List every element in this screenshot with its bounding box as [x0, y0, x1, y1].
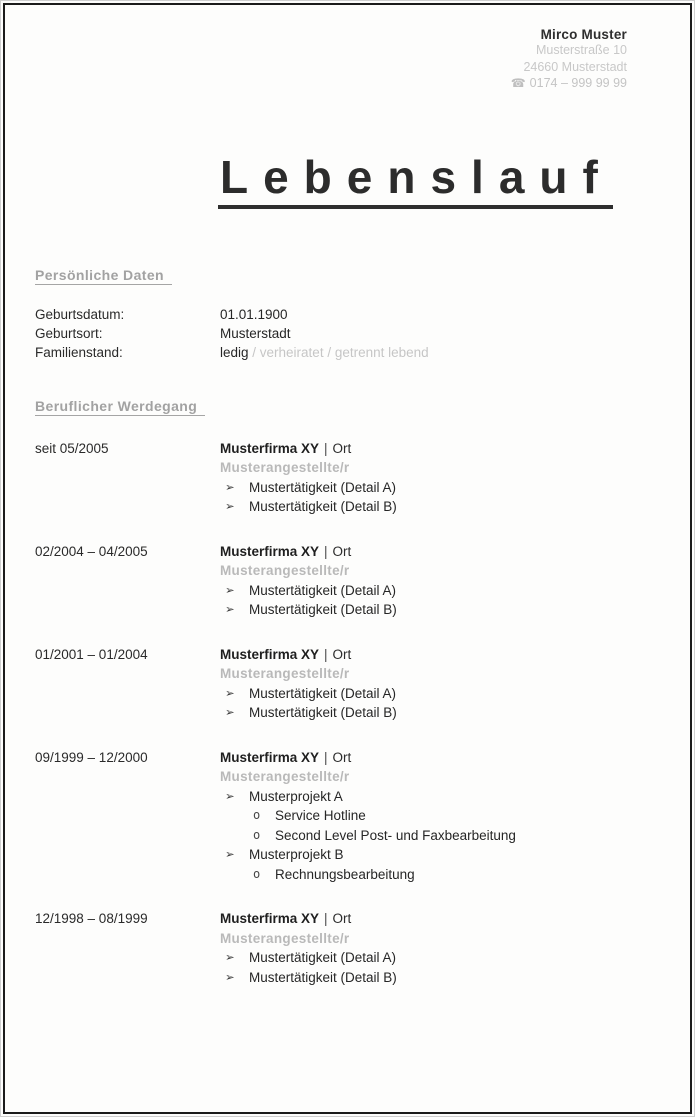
arrow-bullet-icon: ➢	[225, 847, 235, 861]
row-value	[220, 324, 627, 343]
personal-row	[35, 324, 627, 343]
entry-body	[220, 748, 627, 885]
arrow-bullet-icon: ➢	[225, 479, 235, 494]
personal-row	[35, 305, 627, 324]
sub-bullet-item	[251, 826, 627, 846]
entry-body	[220, 909, 627, 987]
bullet-text: Mustertätigkeit (Detail A)	[249, 582, 397, 598]
row-value-options: / verheiratet / getrennt lebend	[248, 344, 429, 360]
arrow-bullet-icon: ➢	[225, 969, 235, 984]
entry-company-line	[220, 909, 627, 929]
bullet-item	[220, 581, 627, 601]
row-value-primary: 01.01.1900	[220, 306, 288, 322]
row-value-primary: ledig	[220, 344, 249, 360]
company-location-separator: |	[324, 543, 328, 559]
sub-bullet-text: Service Hotline	[275, 808, 366, 823]
bullet-item	[220, 845, 627, 865]
circle-bullet-icon: o	[253, 808, 261, 822]
company-location-separator: |	[324, 440, 328, 456]
entry-location: Ort	[332, 646, 352, 662]
contact-name: Mirco Muster	[540, 27, 627, 42]
row-value	[220, 305, 627, 324]
entry-location: Ort	[332, 749, 352, 765]
row-label: Familienstand:	[35, 344, 123, 360]
contact-block	[35, 0, 627, 92]
entry-date: 12/1998 – 08/1999	[35, 911, 148, 926]
entry-company-line	[220, 542, 627, 562]
entry-company: Musterfirma XY	[220, 646, 320, 662]
bullet-text: Mustertätigkeit (Detail A)	[249, 479, 397, 495]
company-location-separator: |	[324, 646, 328, 662]
arrow-bullet-icon: ➢	[225, 499, 235, 513]
entry-company-line	[220, 439, 627, 459]
bullet-text: Musterprojekt A	[249, 788, 343, 804]
entry-company: Musterfirma XY	[220, 749, 320, 765]
sub-bullet-item	[251, 865, 627, 885]
contact-phone-number: 0174 – 999 99 99	[529, 76, 627, 90]
bullet-text: Mustertätigkeit (Detail B)	[249, 499, 397, 514]
sub-bullet-text: Second Level Post- und Faxbearbeitung	[275, 827, 516, 843]
entry-role: Musterangestellte/r	[220, 930, 350, 946]
sub-bullet-item	[251, 806, 627, 826]
bullet-text: Mustertätigkeit (Detail A)	[249, 950, 397, 965]
company-location-separator: |	[324, 911, 328, 926]
entry-role: Musterangestellte/r	[220, 666, 350, 681]
bullet-item	[220, 948, 627, 968]
entry-body	[220, 645, 627, 723]
entry-company: Musterfirma XY	[220, 911, 320, 926]
bullet-text: Mustertätigkeit (Detail B)	[249, 705, 397, 720]
entry-role: Musterangestellte/r	[220, 460, 350, 475]
career-entry	[35, 542, 627, 620]
career-entries	[35, 439, 627, 988]
bullet-item	[220, 478, 627, 498]
entry-date: 09/1999 – 12/2000	[35, 749, 148, 765]
bullet-text: Mustertätigkeit (Detail A)	[249, 685, 397, 701]
entry-date: seit 05/2005	[35, 440, 109, 456]
career-entry	[35, 748, 627, 885]
row-label: Geburtsort:	[35, 325, 103, 341]
bullet-item	[220, 497, 627, 517]
arrow-bullet-icon: ➢	[225, 685, 235, 700]
page-title: Lebenslauf	[218, 154, 613, 209]
row-value	[220, 343, 627, 362]
circle-bullet-icon: o	[253, 866, 261, 881]
resume-page	[35, 0, 627, 1012]
entry-role: Musterangestellte/r	[220, 769, 350, 784]
arrow-bullet-icon: ➢	[225, 705, 235, 719]
bullet-item	[220, 703, 627, 723]
entry-date: 01/2001 – 01/2004	[35, 646, 148, 662]
entry-company-line	[220, 645, 627, 665]
bullet-item	[220, 968, 627, 988]
arrow-bullet-icon: ➢	[225, 950, 235, 964]
entry-location: Ort	[332, 911, 352, 926]
entry-body	[220, 439, 627, 517]
row-label: Geburtsdatum:	[35, 306, 125, 322]
bullet-text: Mustertätigkeit (Detail B)	[249, 602, 397, 617]
entry-company: Musterfirma XY	[220, 440, 320, 456]
bullet-text: Musterprojekt B	[249, 847, 344, 862]
entry-company: Musterfirma XY	[220, 543, 320, 559]
contact-street: Musterstraße 10	[535, 43, 627, 57]
section-personal-data	[35, 267, 627, 362]
section-heading-personal: Persönliche Daten	[35, 267, 172, 285]
bullet-item	[220, 684, 627, 704]
bullet-text: Mustertätigkeit (Detail B)	[249, 969, 397, 985]
contact-city: 24660 Musterstadt	[523, 59, 627, 74]
entry-location: Ort	[332, 440, 352, 456]
section-heading-career: Beruflicher Werdegang	[35, 398, 205, 416]
career-entry	[35, 645, 627, 723]
title-row	[35, 150, 627, 209]
personal-row	[35, 343, 627, 362]
entry-company-line	[220, 748, 627, 768]
section-career	[35, 398, 627, 988]
contact-phone-row	[35, 75, 627, 92]
entry-body	[220, 542, 627, 620]
career-entry	[35, 439, 627, 517]
company-location-separator: |	[324, 749, 328, 765]
entry-date: 02/2004 – 04/2005	[35, 543, 148, 559]
bullet-item	[220, 600, 627, 620]
circle-bullet-icon: o	[253, 827, 261, 842]
career-entry	[35, 909, 627, 987]
personal-rows	[35, 305, 627, 362]
phone-icon: ☎	[510, 76, 526, 90]
sub-bullet-text: Rechnungsbearbeitung	[275, 866, 415, 882]
row-value-primary: Musterstadt	[220, 325, 291, 341]
arrow-bullet-icon: ➢	[225, 602, 235, 616]
entry-role: Musterangestellte/r	[220, 563, 350, 578]
arrow-bullet-icon: ➢	[225, 788, 235, 803]
arrow-bullet-icon: ➢	[225, 582, 235, 597]
entry-location: Ort	[332, 543, 352, 559]
bullet-item	[220, 787, 627, 807]
